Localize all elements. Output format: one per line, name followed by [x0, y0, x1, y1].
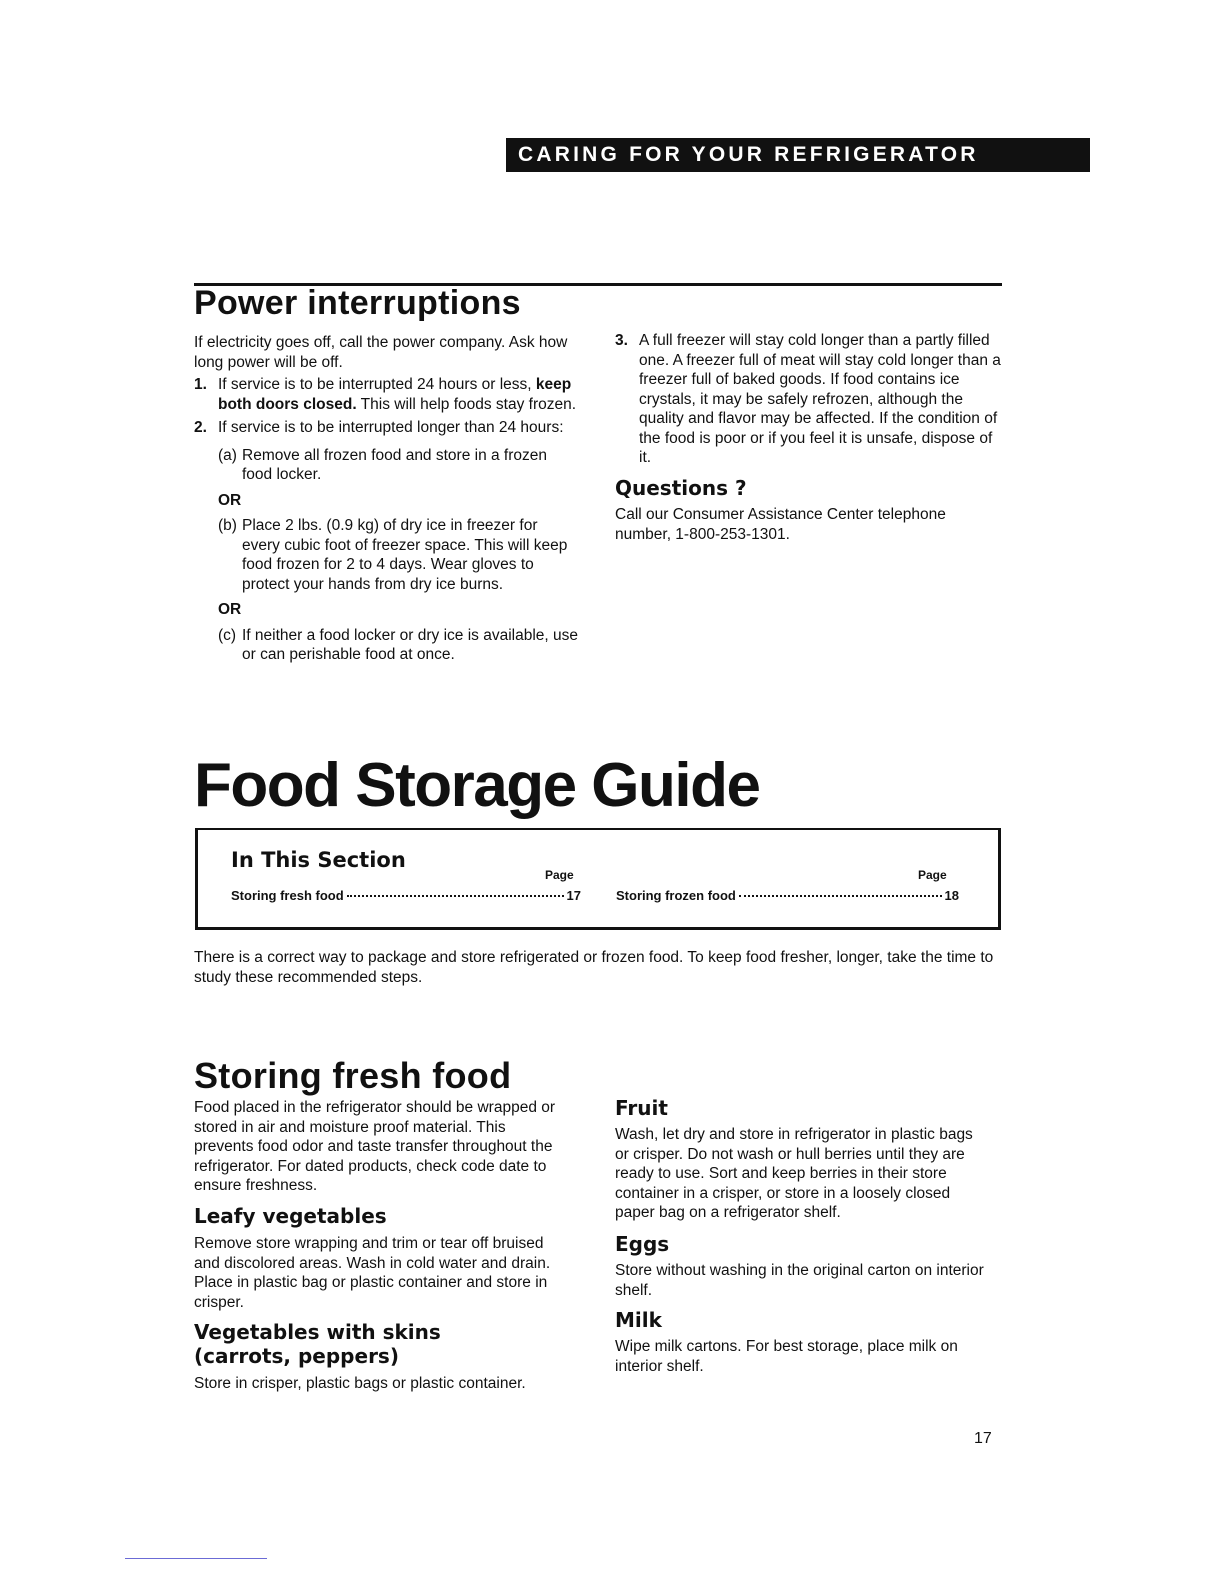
leafy-vegetables-text: Remove store wrapping and trim or tear off bruised and discolored areas. Wash in cold water and drain. Place in plastic bag or plastic container and store in crisper. — [194, 1235, 551, 1311]
section-banner: CARING FOR YOUR REFRIGERATOR — [506, 138, 1090, 172]
questions-heading: Questions ? — [615, 476, 747, 500]
substep-a — [218, 446, 579, 485]
eggs-text: Store without washing in the original carton on interior shelf. — [615, 1262, 984, 1299]
power-step-1 — [194, 375, 579, 414]
milk-text: Wipe milk cartons. For best storage, place milk on interior shelf. — [615, 1338, 958, 1375]
step-text: If service is to be interrupted 24 hours or less, — [218, 376, 536, 393]
substep-text: Remove all frozen food and store in a frozen food locker. — [242, 446, 548, 483]
step-number: 1. — [194, 376, 207, 393]
toc-leader-dots — [739, 895, 942, 897]
fresh-intro: Food placed in the refrigerator should be wrapped or stored in air and moisture proof material. This prevents food odor and taste transfer throughout the refrigerator. For dated products, check code date to ensure freshness. — [194, 1099, 556, 1194]
food-storage-guide-title: Food Storage Guide — [194, 751, 760, 820]
substep-text: Place 2 lbs. (0.9 kg) of dry ice in freezer for every cubic foot of freezer space. This will keep food frozen for 2 to 4 days. Wear gloves to protect your hands from dry ice burns. — [242, 517, 568, 593]
storing-fresh-food-heading: Storing fresh food — [194, 1055, 512, 1096]
power-step-3 — [615, 331, 1005, 468]
vegetables-with-skins-text: Store in crisper, plastic bags or plastic container. — [194, 1375, 526, 1392]
toc-entry-label: Storing fresh food — [231, 888, 344, 903]
substep-b — [218, 516, 579, 594]
step-text: If service is to be interrupted longer than 24 hours: — [218, 419, 564, 436]
fruit-heading: Fruit — [615, 1096, 668, 1120]
or-label: OR — [218, 601, 242, 618]
or-label: OR — [218, 491, 242, 509]
substep-c — [218, 626, 579, 665]
footer-rule — [125, 1558, 267, 1559]
step-number: 3. — [615, 332, 628, 349]
step-number: 2. — [194, 419, 207, 436]
questions-text: Call our Consumer Assistance Center telephone number, 1-800-253-1301. — [615, 506, 946, 543]
eggs-heading: Eggs — [615, 1232, 670, 1256]
power-steps-continued — [615, 331, 1005, 468]
substep-text: If neither a food locker or dry ice is available, use or can perishable food at once. — [242, 626, 579, 663]
in-this-section-heading: In This Section — [231, 848, 406, 872]
toc-entry-page: 18 — [944, 888, 959, 903]
substep-label: (c) — [218, 626, 237, 644]
power-steps-list — [194, 375, 579, 665]
step-text: A full freezer will stay cold longer than a partly filled one. A freezer full of meat will stay cold longer than a freezer full of baked goods. If food contains ice crystals, it may be safely refrozen, although the quality and flavor may be affected. If the condition of the food is poor or if you feel it is unsafe, dispose of it. — [639, 332, 1001, 466]
guide-intro: There is a correct way to package and store refrigerated or frozen food. To keep food fresher, longer, take the time to study these recommended steps. — [194, 949, 994, 986]
in-this-section-box — [195, 828, 1001, 930]
page-column-label: Page — [918, 868, 947, 882]
vegetables-with-skins-heading: Vegetables with skins — [194, 1320, 441, 1344]
page-number: 17 — [974, 1430, 992, 1447]
fruit-text: Wash, let dry and store in refrigerator in plastic bags or crisper. Do not wash or hull berries until they are ready to use. Sort and keep berries in their store container in a crisper, or store in a loosely closed paper bag on a refrigerator shelf. — [615, 1126, 973, 1221]
step-text: This will help foods stay frozen. — [356, 395, 577, 413]
toc-entry-page: 17 — [566, 888, 581, 903]
step-emphasis: keep both doors closed. — [218, 376, 572, 413]
toc-leader-dots — [347, 895, 564, 897]
toc-entry-label: Storing frozen food — [616, 888, 736, 903]
substep-label: (a) — [218, 446, 237, 464]
substep-label: (b) — [218, 517, 237, 534]
milk-heading: Milk — [615, 1308, 662, 1332]
vegetables-with-skins-subheading: (carrots, peppers) — [194, 1344, 399, 1368]
page-column-label: Page — [545, 868, 574, 882]
power-intro: If electricity goes off, call the power company. Ask how long power will be off. — [194, 334, 568, 371]
power-step-2 — [194, 418, 579, 665]
toc-entry-storing-frozen-food[interactable] — [616, 888, 959, 903]
power-interruptions-heading: Power interruptions — [194, 284, 521, 322]
toc-entry-storing-fresh-food[interactable] — [231, 888, 581, 903]
leafy-vegetables-heading: Leafy vegetables — [194, 1204, 387, 1228]
